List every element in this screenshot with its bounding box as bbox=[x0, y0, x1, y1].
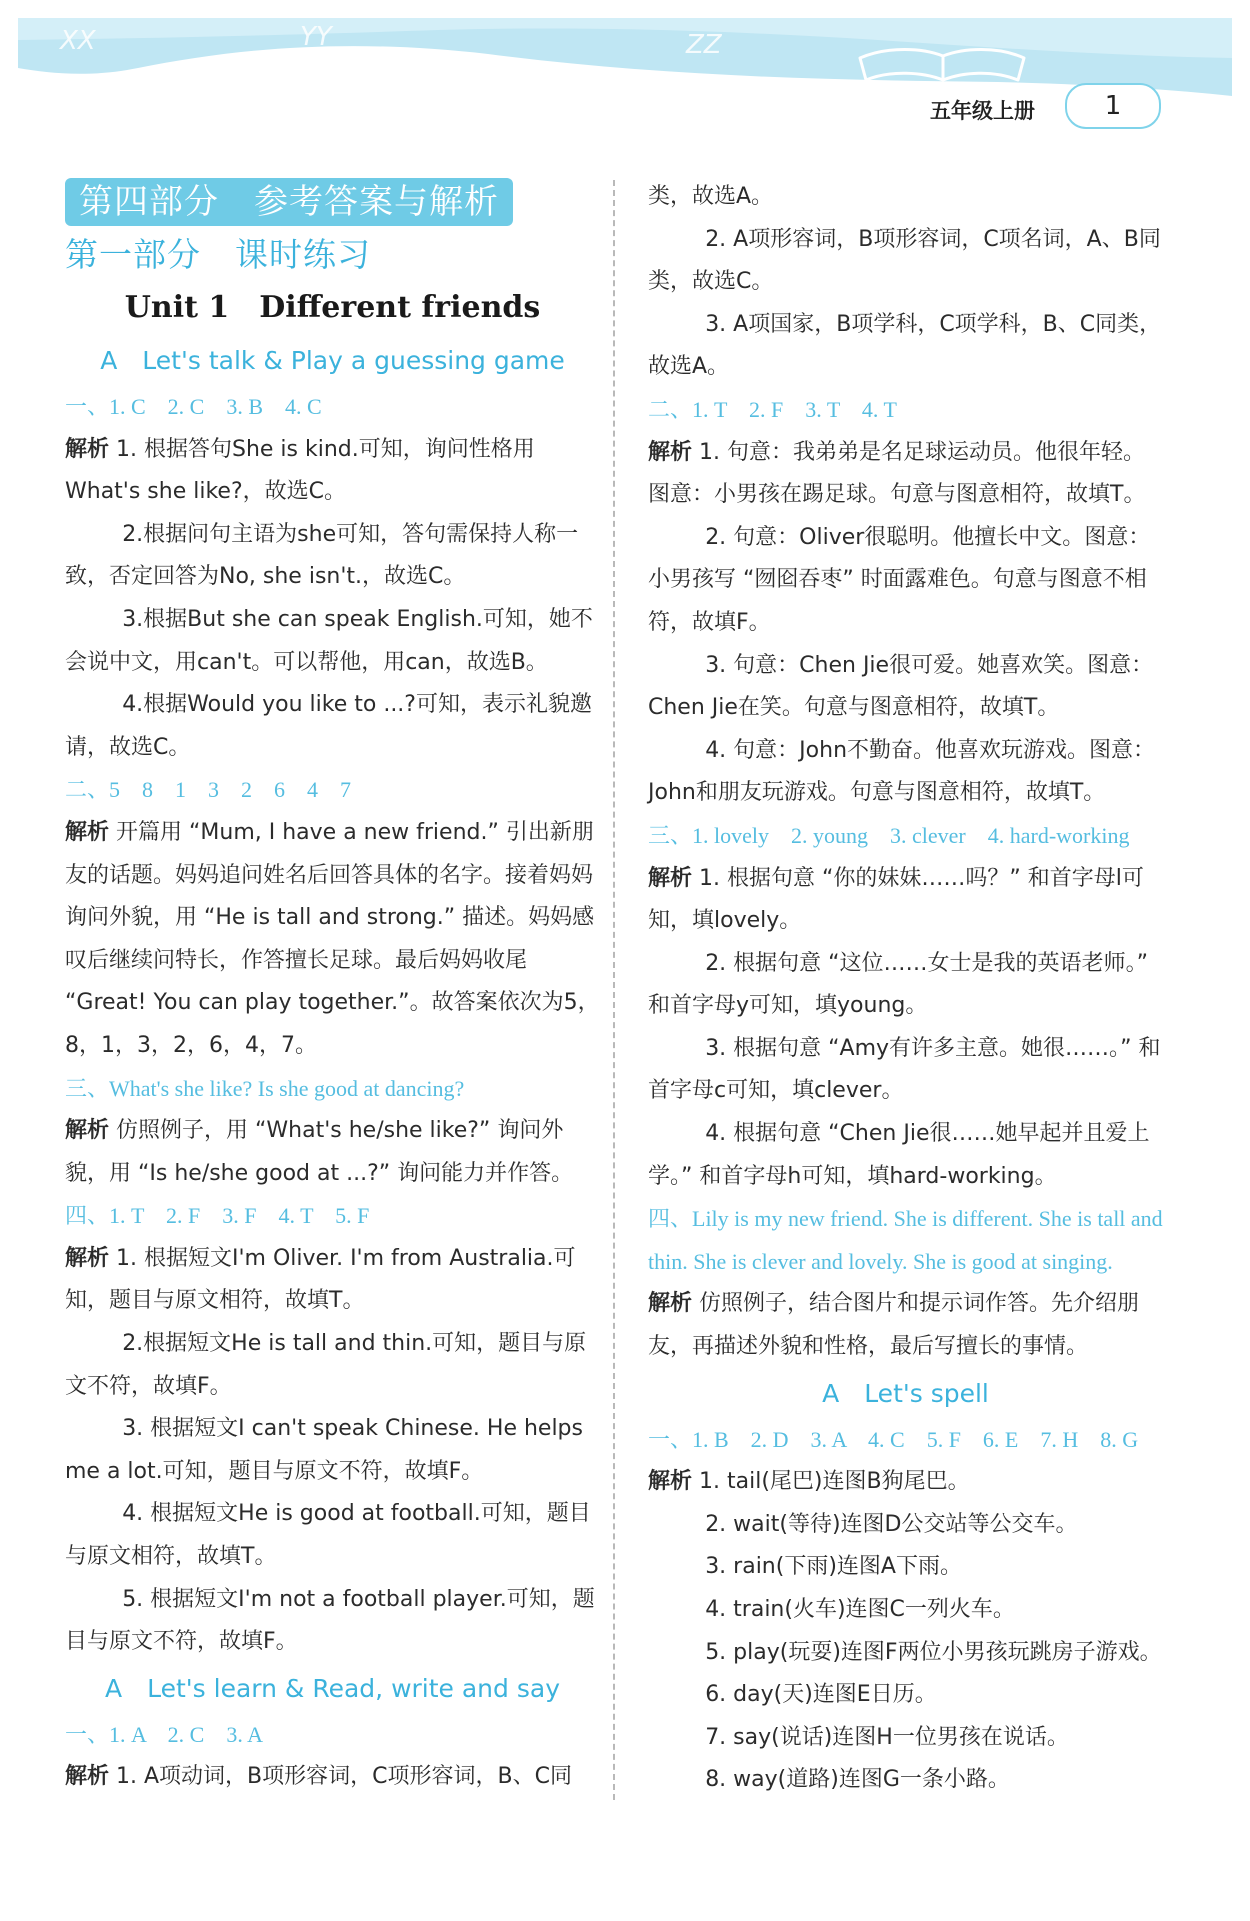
explanation-q4-3: 3. 根据短文I can't speak Chinese. He helps me a lot.可知，题目与原文不符，故填F。 bbox=[65, 1416, 583, 1484]
answer-line-q7: 三、1. lovely 2. young 3. clever 4. hard-working bbox=[648, 822, 1130, 848]
section-heading-a: A Let's talk & Play a guessing game bbox=[100, 346, 565, 375]
explanation-q9-1: 1. tail(尾巴)连图B狗尾巴。 bbox=[699, 1469, 970, 1495]
explanation-q2: 开篇用 “Mum, I have a new friend.” 引出新朋友的话题。妈妈追问姓名后回答具体的名字。接着妈妈询问外貌，用 “He is tall and strong.” 描述。妈妈感叹后继续问特长，作答擅长足球。最后妈妈收尾 “Great! You can play together.”。故答案依次为5，8，1，3，2，6，4，7。 bbox=[65, 819, 600, 1058]
part-banner: 第四部分 参考答案与解析 bbox=[65, 178, 513, 226]
explanation-q9-6: 6. day(天)连图E日历。 bbox=[705, 1682, 937, 1708]
explanation-q4-4: 4. 根据短文He is good at football.可知，题目与原文相符，故填T。 bbox=[65, 1501, 591, 1570]
explanation-q9-3: 3. rain(下雨)连图A下雨。 bbox=[705, 1554, 962, 1580]
answer-line-q8: 四、Lily is my new friend. She is different. She is tall and thin. She is clever and lovely. She is good at singing. bbox=[648, 1206, 1163, 1274]
explanation-q6-3: 3. 句意：Chen Jie很可爱。她喜欢笑。图意：Chen Jie在笑。句意与图意相符，故填T。 bbox=[648, 652, 1154, 721]
explanation-q9-7: 7. say(说话)连图H一位男孩在说话。 bbox=[705, 1724, 1069, 1750]
section-heading-b: A Let's learn & Read, write and say bbox=[105, 1673, 560, 1703]
explanation-q6-2: 2. 句意：Oliver很聪明。他擅长中文。图意：小男孩写 “囫囵吞枣” 时面露难色。句意与图意不相符，故填F。 bbox=[648, 524, 1151, 635]
explanation-q9-4: 4. train(火车)连图C一列火车。 bbox=[705, 1597, 1015, 1622]
column-divider bbox=[613, 180, 615, 1800]
answer-line-q1: 一、1. C 2. C 3. B 4. C bbox=[65, 394, 322, 419]
deco-letter-x: XX bbox=[60, 26, 96, 56]
explanation-q9-8: 8. way(道路)连图G一条小路。 bbox=[705, 1767, 1010, 1793]
analysis-label: 解析 bbox=[65, 436, 110, 462]
left-column bbox=[65, 176, 600, 1799]
header-wave bbox=[18, 18, 1232, 138]
analysis-label: 解析 bbox=[648, 1469, 693, 1495]
section-heading-c: A Let's spell bbox=[822, 1378, 989, 1408]
part-title: 第一部分 课时练习 bbox=[65, 235, 371, 274]
analysis-label: 解析 bbox=[648, 865, 693, 891]
answer-line-q3: 三、What's she like? Is she good at dancing? bbox=[65, 1075, 465, 1101]
answer-line-q5: 一、1. A 2. C 3. A bbox=[65, 1721, 264, 1747]
explanation-q1-1: 1. 根据答句She is kind.可知，询问性格用What's she like?，故选C。 bbox=[65, 436, 535, 505]
explanation-q4-1: 1. 根据短文I'm Oliver. I'm from Australia.可知，题目与原文相符，故填T。 bbox=[65, 1245, 576, 1314]
answer-line-q9: 一、1. B 2. D 3. A 4. C 5. F 6. E 7. H 8. G bbox=[648, 1426, 1139, 1452]
explanation-q3: 仿照例子，用 “What's he/she like?” 询问外貌，用 “Is he/she good at ...?” 询问能力并作答。 bbox=[65, 1118, 574, 1186]
explanation-q7-2: 2. 根据句意 “这位……女士是我的英语老师。” 和首字母y可知，填young。 bbox=[648, 950, 1148, 1019]
explanation-q6-1: 1. 句意：我弟弟是名足球运动员。他很年轻。图意：小男孩在踢足球。句意与图意相符，故填T。 bbox=[648, 439, 1146, 508]
analysis-label: 解析 bbox=[65, 819, 110, 845]
explanation-q5-2: 2. A项形容词，B项形容词，C项名词，A、B同类，故选C。 bbox=[648, 226, 1161, 295]
deco-letter-y: YY bbox=[300, 22, 332, 52]
answer-line-q6: 二、1. T 2. F 3. T 4. T bbox=[648, 396, 897, 422]
analysis-label: 解析 bbox=[648, 439, 693, 465]
explanation-q6-4: 4. 句意：John不勤奋。他喜欢玩游戏。图意：John和朋友玩游戏。句意与图意相符，故填T。 bbox=[648, 737, 1156, 806]
explanation-q5-1-continued: 类，故选A。 bbox=[648, 184, 774, 209]
explanation-q9-2: 2. wait(等待)连图D公交站等公交车。 bbox=[705, 1511, 1078, 1537]
explanation-q7-3: 3. 根据句意 “Amy有许多主意。她很……。” 和首字母c可知，填clever。 bbox=[648, 1035, 1161, 1104]
deco-letter-z: ZZ bbox=[686, 30, 722, 60]
explanation-q7-1: 1. 根据句意 “你的妹妹……吗？” 和首字母l可知，填lovely。 bbox=[648, 865, 1144, 934]
analysis-label: 解析 bbox=[65, 1764, 110, 1790]
explanation-q5-3: 3. A项国家，B项学科，C项学科，B、C同类，故选A。 bbox=[648, 311, 1162, 380]
explanation-q1-2: 2.根据问句主语为she可知，答句需保持人称一致，否定回答为No, she isn't.，故选C。 bbox=[65, 521, 579, 590]
explanation-q8: 仿照例子，结合图片和提示词作答。先介绍朋友，再描述外貌和性格，最后写擅长的事情。 bbox=[648, 1291, 1140, 1360]
grade-label: 五年级上册 bbox=[930, 99, 1035, 123]
page-number: 1 bbox=[1065, 83, 1161, 129]
explanation-q7-4: 4. 根据句意 “Chen Jie很……她早起并且爱上学。” 和首字母h可知，填hard-working。 bbox=[648, 1121, 1150, 1189]
page-header bbox=[18, 18, 1232, 138]
explanation-q9-5: 5. play(玩耍)连图F两位小男孩玩跳房子游戏。 bbox=[705, 1639, 1162, 1665]
explanation-q5-1: 1. A项动词，B项形容词，C项形容词，B、C同 bbox=[116, 1764, 572, 1790]
explanation-q4-2: 2.根据短文He is tall and thin.可知，题目与原文不符，故填F。 bbox=[65, 1331, 587, 1399]
right-column bbox=[648, 176, 1163, 1802]
answer-line-q4: 四、1. T 2. F 3. F 4. T 5. F bbox=[65, 1203, 370, 1229]
analysis-label: 解析 bbox=[648, 1291, 693, 1317]
explanation-q1-4: 4.根据Would you like to ...?可知，表示礼貌邀请，故选C。 bbox=[65, 692, 592, 760]
unit-title: Unit 1 Different friends bbox=[124, 290, 541, 325]
analysis-label: 解析 bbox=[65, 1245, 110, 1271]
explanation-q1-3: 3.根据But she can speak English.可知，她不会说中文，用can't。可以帮他，用can，故选B。 bbox=[65, 606, 593, 675]
analysis-label: 解析 bbox=[65, 1118, 110, 1144]
answer-line-q2: 二、5 8 1 3 2 6 4 7 bbox=[65, 777, 352, 803]
explanation-q4-5: 5. 根据短文I'm not a football player.可知，题目与原文不符，故填F。 bbox=[65, 1586, 595, 1655]
